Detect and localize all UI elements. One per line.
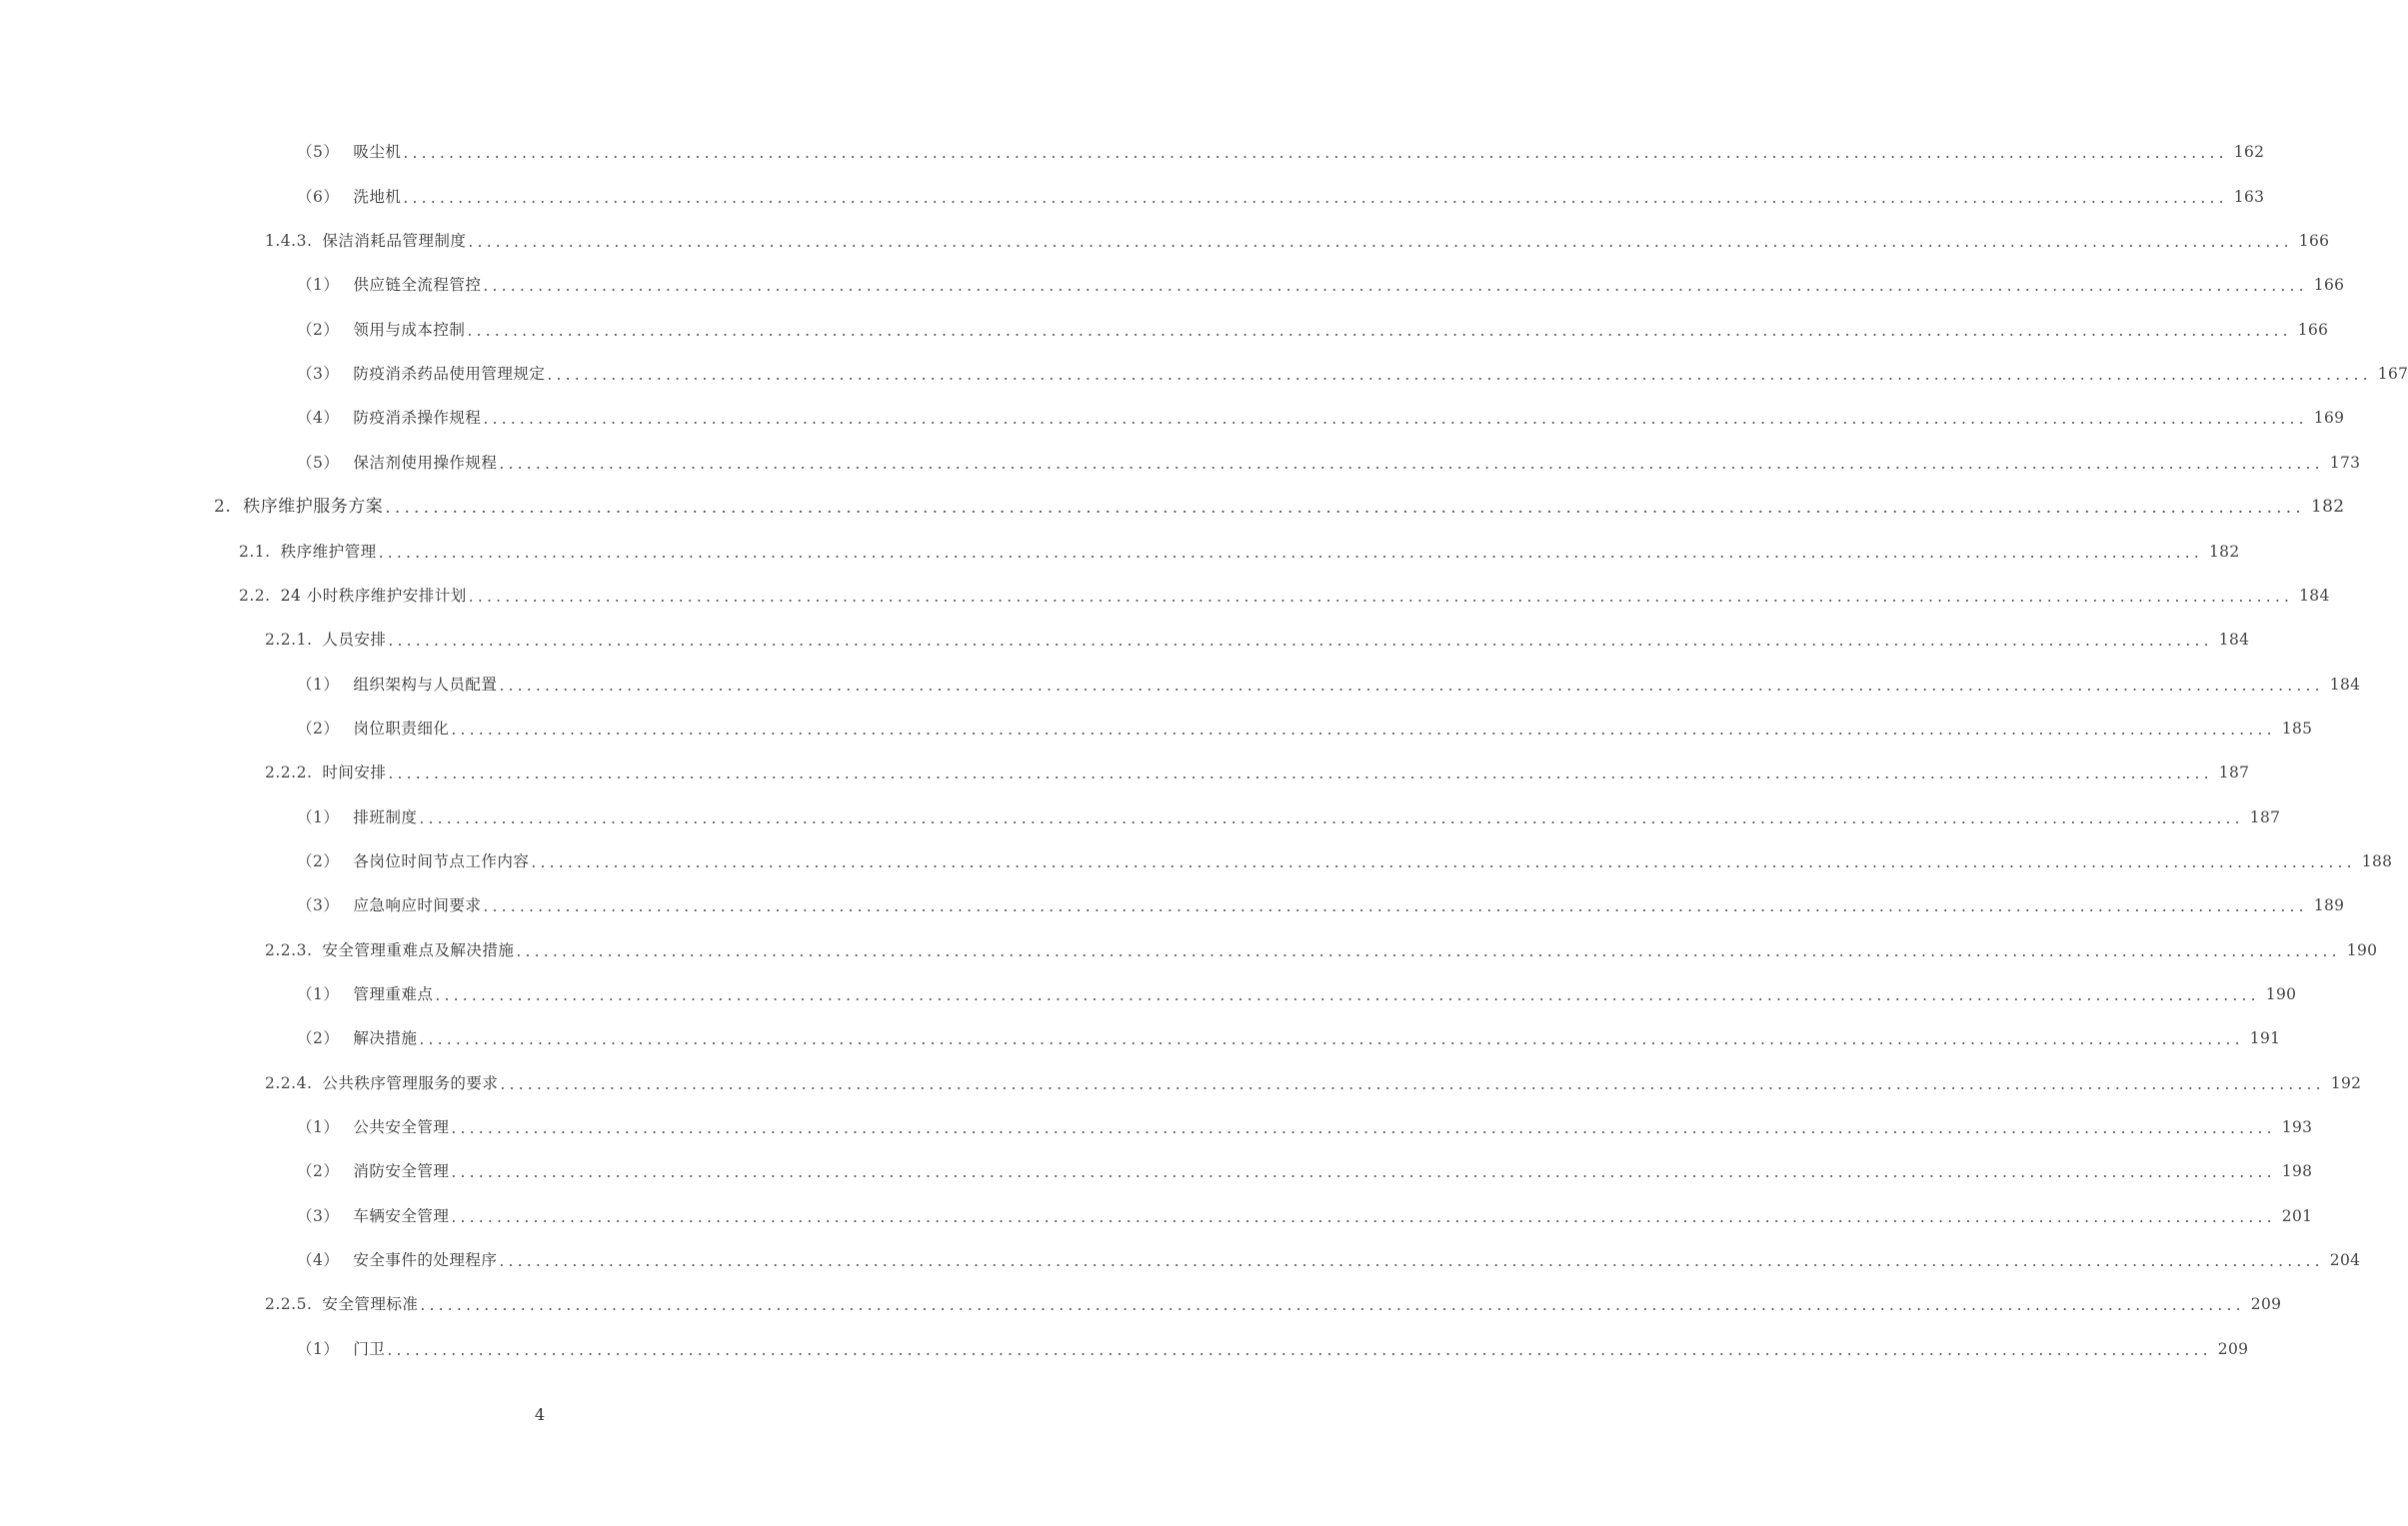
toc-entry-page-number: 182 (2209, 542, 2240, 561)
toc-entry-page-number: 185 (2281, 719, 2313, 738)
toc-entry-number: （3） (297, 896, 340, 915)
toc-entry-page-number: 201 (2281, 1206, 2313, 1225)
toc-entry-title: 24 小时秩序维护安排计划 (280, 586, 467, 605)
toc-entry[interactable] (0, 441, 2361, 485)
toc-entry[interactable] (0, 131, 2265, 175)
toc-entry-page-number: 163 (2233, 187, 2265, 206)
toc-entry-title: 吸尘机 (353, 143, 402, 162)
toc-dot-leader: ........................................................................................................................................................................................................ (419, 808, 2244, 827)
toc-entry-page-number: 173 (2329, 453, 2361, 472)
toc-entry-number: （2） (297, 1029, 340, 1048)
toc-entry[interactable] (0, 486, 2345, 530)
toc-dot-leader: ........................................................................................................................................................................................................ (483, 277, 2308, 296)
page-footer-number: 4 (534, 1405, 546, 1424)
toc-entry-page-number: 198 (2281, 1162, 2313, 1181)
toc-entry-number: （1） (297, 1339, 340, 1358)
toc-entry-number: 2.2.3. (265, 940, 313, 959)
toc-entry-number: （1） (297, 1117, 340, 1136)
toc-dot-leader: ........................................................................................................................................................................................................ (483, 410, 2308, 429)
toc-entry-number: （1） (297, 276, 340, 295)
toc-entry-page-number: 188 (2361, 851, 2393, 870)
toc-dot-leader: ........................................................................................................................................................................................................ (378, 543, 2203, 562)
toc-entry-title: 供应链全流程管控 (353, 276, 482, 295)
toc-entry[interactable] (0, 220, 2330, 264)
toc-entry-number: 1.4.3. (265, 232, 313, 251)
toc-entry-title: 排班制度 (353, 807, 418, 826)
toc-entry[interactable] (0, 1061, 2362, 1105)
toc-entry-number: （3） (297, 1206, 340, 1225)
toc-entry[interactable] (0, 619, 2250, 663)
toc-entry-page-number: 193 (2281, 1117, 2313, 1136)
toc-entry[interactable] (0, 308, 2329, 352)
toc-dot-leader: ........................................................................................................................................................................................................ (451, 1207, 2276, 1226)
toc-entry[interactable] (0, 1239, 2361, 1283)
toc-entry-title: 解决措施 (353, 1029, 418, 1048)
toc-entry-number: （5） (297, 143, 340, 162)
table-of-contents (0, 131, 2408, 1372)
toc-entry[interactable] (0, 1106, 2313, 1150)
toc-entry-page-number: 166 (2297, 320, 2329, 339)
toc-entry-page-number: 166 (2298, 232, 2330, 251)
toc-entry-title: 安全管理重难点及解决措施 (322, 940, 515, 959)
toc-entry-page-number: 184 (2218, 631, 2250, 650)
toc-entry-title: 岗位职责细化 (353, 719, 450, 738)
toc-entry-title: 防疫消杀药品使用管理规定 (353, 365, 546, 384)
toc-entry[interactable] (0, 1194, 2313, 1238)
toc-entry[interactable] (0, 752, 2250, 795)
toc-entry-page-number: 189 (2313, 896, 2345, 915)
toc-entry-title: 安全管理标准 (322, 1295, 419, 1314)
toc-entry[interactable] (0, 1017, 2281, 1061)
toc-entry-number: （1） (297, 675, 340, 694)
toc-dot-leader: ........................................................................................................................................................................................................ (483, 897, 2308, 916)
toc-entry-page-number: 184 (2329, 675, 2361, 694)
toc-entry[interactable] (0, 884, 2345, 928)
toc-entry-page-number: 209 (2217, 1339, 2249, 1358)
toc-entry-number: （2） (297, 851, 340, 870)
toc-entry-title: 各岗位时间节点工作内容 (353, 851, 530, 870)
toc-entry-number: 2.2.2. (265, 763, 313, 782)
toc-entry-title: 管理重难点 (353, 984, 434, 1003)
toc-dot-leader: ........................................................................................................................................................................................................ (500, 1074, 2325, 1093)
toc-entry-title: 消防安全管理 (353, 1162, 450, 1181)
toc-entry-title: 安全事件的处理程序 (353, 1251, 498, 1270)
toc-entry-number: （3） (297, 365, 340, 384)
toc-entry[interactable] (0, 1327, 2249, 1371)
toc-entry[interactable] (0, 928, 2378, 972)
toc-entry[interactable] (0, 1283, 2282, 1327)
toc-entry-title: 秩序维护服务方案 (243, 497, 384, 518)
toc-entry-title: 组织架构与人员配置 (353, 675, 498, 694)
toc-entry[interactable] (0, 707, 2313, 751)
toc-dot-leader: ........................................................................................................................................................................................................ (403, 188, 2228, 207)
toc-entry[interactable] (0, 353, 2408, 397)
toc-entry-page-number: 184 (2299, 586, 2330, 605)
toc-dot-leader: ........................................................................................................................................................................................................ (385, 498, 2305, 519)
toc-entry-page-number: 191 (2249, 1029, 2281, 1048)
toc-dot-leader: ........................................................................................................................................................................................................ (467, 321, 2292, 340)
toc-entry-title: 车辆安全管理 (353, 1206, 450, 1225)
toc-entry[interactable] (0, 175, 2265, 219)
toc-entry[interactable] (0, 795, 2281, 839)
toc-dot-leader: ........................................................................................................................................................................................................ (468, 233, 2293, 252)
toc-entry-number: 2.2.5. (265, 1295, 313, 1314)
toc-entry-title: 公共秩序管理服务的要求 (322, 1073, 499, 1092)
toc-entry-page-number: 187 (2218, 763, 2250, 782)
toc-entry-title: 洗地机 (353, 187, 402, 206)
toc-entry-page-number: 166 (2313, 276, 2345, 295)
toc-dot-leader: ........................................................................................................................................................................................................ (388, 632, 2213, 651)
toc-dot-leader: ........................................................................................................................................................................................................ (468, 587, 2294, 606)
toc-entry-number: 2.2. (239, 586, 271, 605)
toc-entry-page-number: 187 (2249, 807, 2281, 826)
toc-entry-number: 2.2.1. (265, 631, 313, 650)
toc-dot-leader: ........................................................................................................................................................................................................ (435, 985, 2260, 1004)
toc-entry-title: 领用与成本控制 (353, 320, 466, 339)
toc-entry[interactable] (0, 530, 2240, 574)
toc-entry[interactable] (0, 264, 2345, 308)
toc-entry[interactable] (0, 840, 2393, 884)
toc-entry[interactable] (0, 1150, 2313, 1194)
toc-entry-number: 2.2.4. (265, 1073, 313, 1092)
toc-dot-leader: ........................................................................................................................................................................................................ (451, 720, 2276, 739)
toc-entry-page-number: 190 (2265, 984, 2297, 1003)
toc-entry-title: 保洁消耗品管理制度 (322, 232, 467, 251)
toc-entry-number: （2） (297, 320, 340, 339)
toc-dot-leader: ........................................................................................................................................................................................................ (547, 366, 2372, 385)
toc-entry-title: 时间安排 (322, 763, 387, 782)
toc-entry-number: （1） (297, 984, 340, 1003)
toc-entry-number: （5） (297, 453, 340, 472)
toc-entry-title: 门卫 (353, 1339, 386, 1358)
toc-entry-title: 秩序维护管理 (280, 542, 377, 561)
toc-entry-number: （4） (297, 409, 340, 428)
toc-entry-title: 公共安全管理 (353, 1117, 450, 1136)
toc-dot-leader: ........................................................................................................................................................................................................ (531, 852, 2356, 871)
toc-entry-page-number: 192 (2330, 1073, 2362, 1092)
toc-dot-leader: ........................................................................................................................................................................................................ (451, 1118, 2276, 1137)
toc-entry-number: （2） (297, 719, 340, 738)
toc-dot-leader: ........................................................................................................................................................................................................ (388, 764, 2213, 783)
toc-dot-leader: ........................................................................................................................................................................................................ (420, 1296, 2245, 1315)
toc-dot-leader: ........................................................................................................................................................................................................ (499, 454, 2324, 473)
toc-entry-page-number: 209 (2250, 1295, 2282, 1314)
toc-entry-number: 2.1. (239, 542, 271, 561)
toc-dot-leader: ........................................................................................................................................................................................................ (419, 1030, 2244, 1049)
toc-entry[interactable] (0, 663, 2361, 707)
toc-entry[interactable] (0, 397, 2345, 441)
toc-entry-page-number: 169 (2313, 409, 2345, 428)
toc-dot-leader: ........................................................................................................................................................................................................ (516, 941, 2341, 960)
toc-entry-page-number: 167 (2377, 365, 2408, 384)
toc-entry-number: （2） (297, 1162, 340, 1181)
toc-entry-number: （1） (297, 807, 340, 826)
toc-entry-number: （6） (297, 187, 340, 206)
toc-entry[interactable] (0, 973, 2297, 1017)
toc-entry-number: （4） (297, 1251, 340, 1270)
toc-entry-page-number: 204 (2329, 1251, 2361, 1270)
toc-entry-page-number: 162 (2233, 143, 2265, 162)
toc-dot-leader: ........................................................................................................................................................................................................ (403, 144, 2228, 163)
toc-entry[interactable] (0, 574, 2330, 618)
toc-entry-title: 保洁剂使用操作规程 (353, 453, 498, 472)
toc-entry-title: 应急响应时间要求 (353, 896, 482, 915)
toc-entry-number: 2. (214, 497, 232, 518)
toc-dot-leader: ........................................................................................................................................................................................................ (499, 1252, 2324, 1271)
toc-entry-page-number: 190 (2346, 940, 2378, 959)
toc-dot-leader: ........................................................................................................................................................................................................ (451, 1163, 2276, 1182)
toc-dot-leader: ........................................................................................................................................................................................................ (387, 1340, 2212, 1359)
toc-entry-title: 人员安排 (322, 631, 387, 650)
toc-entry-page-number: 182 (2311, 497, 2345, 518)
toc-entry-title: 防疫消杀操作规程 (353, 409, 482, 428)
toc-dot-leader: ........................................................................................................................................................................................................ (499, 676, 2324, 695)
